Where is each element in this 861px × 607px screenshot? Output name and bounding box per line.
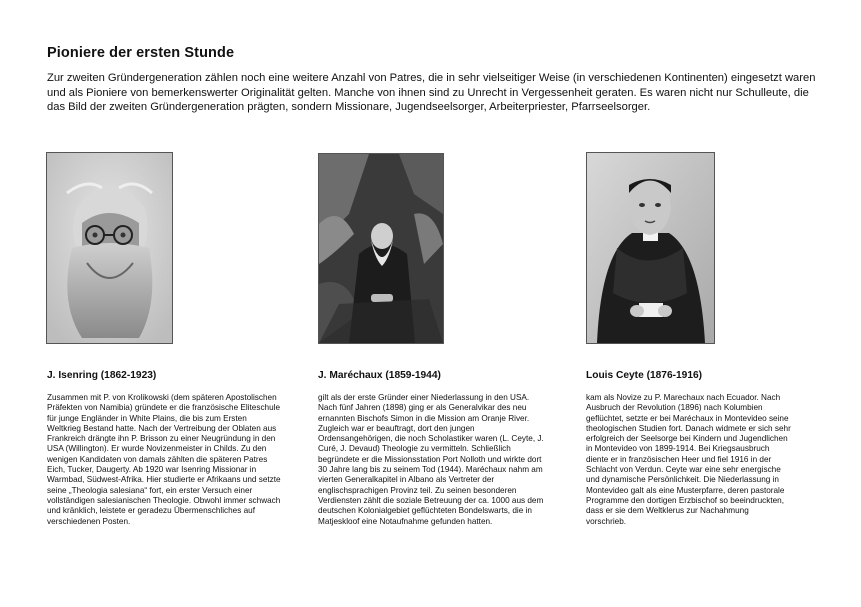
bio-text: gilt als der erste Gründer einer Niederlassung in den USA. Nach fünf Jahren (1898) ging er als Generalvikar des neu ernannten Bischofs Simon in die Mission am Oranje River. Zugleich war er beauftragt, dort den jungen Ordensangehörigen, die noch Scholastiker waren (L. Ceyte, J. Curé, J. Devaud) Theologie zu vermitteln. Schließlich begründete er die Missionsstation Port Nolloth und wirkte dort 30 Jahre lang bis zu seinem Tod (1944). Maréchaux nahm am vierten Generalkapitel in Albano als Vertreter der englischsprachigen Provinz teil. Zu seinen besonderen Verdiensten zählt die soziale Betreuung der ca. 1000 aus dem deutschen Kolonialgebiet geflüchteten Bondelswarts, die in Matjeskloof eine Notaufnahme gefunden hatten. — [318, 393, 544, 526]
portrait-young-priest-cassock-icon — [587, 153, 714, 343]
portrait-ceyte — [586, 152, 715, 344]
pioneer-name-ceyte: Louis Ceyte (1876-1916) — [586, 370, 703, 381]
page-title: Pioniere der ersten Stunde — [47, 45, 235, 61]
intro-text — [47, 71, 817, 115]
pioneer-bio-ceyte — [586, 393, 791, 527]
pioneer-bio-isenring — [47, 393, 282, 527]
intro-paragraph: Zur zweiten Gründergeneration zählen noch eine weitere Anzahl von Patres, die in sehr vielseitiger Weise (in verschiedenen Kontinenten) eingesetzt waren und als Pioniere von bemerkenswerter Originalität gelten. Manche von ihnen sind zu Unrecht in Vergessenheit geraten. Es waren nicht nur Schulleute, die das Bild der zweiten Gründergeneration prägten, sondern Missionare, Jugendseelsorger, Arbeiterpriester, Pfarrseelsorger. — [47, 72, 816, 114]
pioneer-bio-marechaux — [318, 393, 550, 527]
bio-text: kam als Novize zu P. Marechaux nach Ecuador. Nach Ausbruch der Revolution (1896) nach Kolumbien geflüchtet, setzte er bei Maréchaux in Montevideo seine theologischen Studien fort. Danach widmete er sich sehr erfolgreich der Seelsorge bei Kindern und Jugendlichen in Montevideo von 1899-1914. Bei Kriegsausbruch diente er in französischen Heer und fiel 1916 in der Schlacht von Verdun. Ceyte war eine sehr energische und dynamische Persönlichkeit. Die Niederlassung in Montevideo galt als eine Musterpfarre, deren pastorale Programme den dortigen Erzbischof so beeindruckten, dass er sie dem Weltklerus zur Nachahmung vorschrieb. — [586, 393, 791, 526]
pioneer-name-isenring: J. Isenring (1862-1923) — [47, 370, 157, 381]
portrait-marechaux — [318, 153, 444, 344]
portrait-isenring — [46, 152, 173, 344]
bio-text: Zusammen mit P. von Krolikowski (dem späteren Apostolischen Präfekten von Namibia) gründete er die französische Eliteschule für junge Engländer in White Plains, die bis zum Ersten Weltkrieg Bestand hatte. Nach der Vertreibung der Oblaten aus Frankreich drängte ihn P. Brisson zu einer Neugründung in den USA (Willington). Er wurde Novizenmeister in Childs. Zu den wenigen Kandidaten von damals zählten die späteren Patres Eich, Tucker, Daugerty. Ab 1920 war Isenring Missionar in Warmbad, Südwest-Afrika. Hier studierte er Afrikaans und setzte seine „Theologia salesiana“ fort, ein erster Versuch einer vollständigen salesianischen Theologie. Obwohl immer schwach und kränklich, leistete er geradezu Übermenschliches auf verschiedenen Posten. — [47, 393, 281, 526]
portrait-bearded-man-glasses-icon — [47, 153, 172, 343]
pioneer-name-marechaux: J. Maréchaux (1859-1944) — [318, 370, 441, 381]
portrait-seated-priest-garden-icon — [319, 154, 443, 343]
